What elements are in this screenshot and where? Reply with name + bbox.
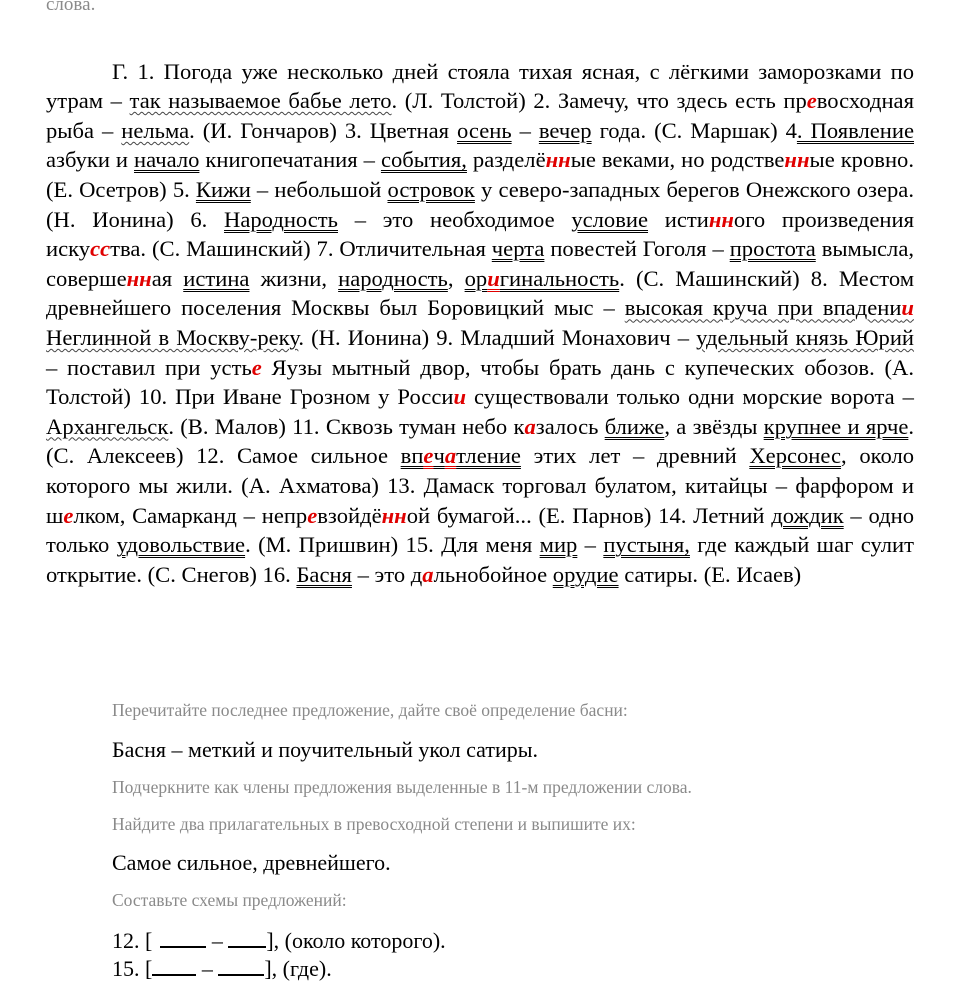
highlighted-letter: и xyxy=(453,384,467,410)
highlighted-letter: е xyxy=(251,354,262,380)
text-run: – это необходимое xyxy=(337,206,572,232)
highlighted-letter: е xyxy=(307,502,318,528)
exercise-paragraph xyxy=(46,57,914,590)
text-run: – xyxy=(511,117,539,143)
underlined-word: вечер xyxy=(538,117,592,143)
text-run: . (С. Машинский) 8. Местом древнейшего поселения Москвы был Боровицкий мыс – xyxy=(46,265,914,321)
underlined-word: удельный князь Юрий xyxy=(696,324,915,350)
question-underline-members: Подчеркните как члены предложения выделенные в 11-м предложении слова. xyxy=(112,777,692,797)
highlighted-letter: нн xyxy=(784,147,810,173)
text-run: взойдё xyxy=(317,502,382,528)
highlighted-letter: сс xyxy=(90,236,111,262)
text-run: азбуки и xyxy=(46,147,135,173)
text-run: – одно только xyxy=(46,502,915,558)
underlined-word: простота xyxy=(729,236,816,262)
underlined-word: Неглинной в Москву-реку xyxy=(46,324,299,350)
highlighted-letter: и xyxy=(901,295,914,321)
highlighted-letter: и xyxy=(487,265,500,291)
underlined-word: удовольствие xyxy=(116,532,246,558)
underlined-word: . Появление xyxy=(796,117,915,143)
text-run: разделё xyxy=(466,147,546,173)
text-run: Яузы мытный двор, чтобы брать дань с купеческих обозов. (А. Толстой) 10. При Иване Грозном у Росси xyxy=(46,354,914,410)
underlined-word: крупнее и ярче xyxy=(763,413,909,439)
text-run: сатиры. (Е. Исаев) xyxy=(618,561,802,587)
text-run: залось xyxy=(535,413,605,439)
text-run: ые кровно. (Е. Осетров) 5. xyxy=(46,147,914,202)
underlined-word: мир xyxy=(539,532,578,558)
text-run: . (Л. Толстой) 2. Замечу, что здесь есть пр xyxy=(391,88,807,114)
underlined-word: ближе xyxy=(604,413,665,439)
scheme-15-close: ], (где). xyxy=(264,956,332,981)
text-run: , а звёзды xyxy=(664,413,764,439)
scheme-15-open: 15. [ xyxy=(112,956,153,981)
underlined-word: истина xyxy=(183,265,250,291)
scheme-12-open: 12. [ xyxy=(112,928,153,953)
underlined-word: Басня xyxy=(296,561,352,587)
scheme-sentence-12 xyxy=(112,928,446,954)
scheme-15-dash: – xyxy=(196,956,219,981)
underlined-word: гинальность xyxy=(499,265,620,291)
underlined-word: Народность xyxy=(224,206,338,232)
text-run: ая xyxy=(151,265,184,291)
underlined-word: нельма xyxy=(121,117,190,143)
text-run: восходная рыба – xyxy=(46,88,914,143)
text-run: года. (С. Маршак) 4 xyxy=(591,117,797,143)
text-run: жизни, xyxy=(249,265,339,291)
question-schemes: Составьте схемы предложений: xyxy=(112,890,347,910)
highlighted-letter: нн xyxy=(381,502,407,528)
underlined-word: осень xyxy=(457,117,512,143)
underlined-word: Кижи xyxy=(195,176,251,202)
highlighted-letter: е xyxy=(806,88,817,114)
answer-basnya-definition: Басня – меткий и поучительный укол сатиры. xyxy=(112,737,539,762)
scheme-12-predicate-blank xyxy=(228,930,266,948)
highlighted-letter: нн xyxy=(545,147,571,173)
text-run: льнобойное xyxy=(433,561,553,587)
text-run: где каждый шаг сулит открытие. (С. Снегов) 16. xyxy=(46,532,914,587)
text-run: лком, Самарканд – непр xyxy=(73,502,308,528)
previous-text-fragment: слова. xyxy=(46,0,96,15)
underlined-word: Херсонес xyxy=(749,443,842,469)
question-basnya-definition: Перечитайте последнее предложение, дайте своё определение басни: xyxy=(112,700,628,720)
underlined-word: народность xyxy=(338,265,448,291)
text-run: – xyxy=(577,532,604,558)
underlined-word: орудие xyxy=(552,561,619,587)
highlighted-letter: а xyxy=(422,561,434,587)
text-run: , xyxy=(447,265,465,291)
highlighted-letter: а xyxy=(444,443,457,469)
text-run: этих лет – древний xyxy=(520,443,750,469)
text-run: . (М. Пришвин) 15. Для меня xyxy=(245,532,540,558)
underlined-word: пустыня, xyxy=(603,532,690,558)
underlined-word: так называемое бабье лето xyxy=(129,88,392,114)
highlighted-letter: а xyxy=(524,413,536,439)
answer-superlatives: Самое сильное, древнейшего. xyxy=(112,850,391,875)
underlined-word: тление xyxy=(456,443,521,469)
text-run: – небольшой xyxy=(250,176,388,202)
scheme-12-close: ], (около которого). xyxy=(266,928,446,953)
underlined-word: дождик xyxy=(771,502,844,528)
text-run: . (Н. Ионина) 9. Младший Монахович – xyxy=(298,324,697,350)
underlined-word: высокая круча при впадени xyxy=(624,295,902,321)
underlined-word: островок xyxy=(387,176,475,202)
highlighted-letter: е xyxy=(423,443,434,469)
text-run: существовали только одни морские ворота – xyxy=(466,384,914,410)
underlined-word: вп xyxy=(400,443,424,469)
scheme-15-subject-blank xyxy=(152,958,196,976)
underlined-word: ор xyxy=(464,265,488,291)
text-run: ого произведения иску xyxy=(46,206,914,262)
text-run: . (В. Малов) 11. Сквозь туман небо к xyxy=(168,413,525,439)
underlined-word: условие xyxy=(571,206,649,232)
question-superlatives: Найдите два прилагательных в превосходной степени и выпишите их: xyxy=(112,814,636,834)
text-run: ой бумагой... (Е. Парнов) 14. Летний xyxy=(406,502,772,528)
highlighted-letter: нн xyxy=(708,206,734,232)
underlined-word: начало xyxy=(134,147,200,173)
text-run: книгопечатания – xyxy=(199,147,381,173)
highlighted-letter: е xyxy=(63,502,74,528)
text-run: – это д xyxy=(351,561,423,587)
text-run: . (С. Алексеев) 12. Самое сильное xyxy=(46,413,915,469)
text-run: повестей Гоголя – xyxy=(544,236,730,262)
text-run: . (И. Гончаров) 3. Цветная xyxy=(189,117,458,143)
text-run: у северо-западных берегов Онежского озера. (Н. Ионина) 6. xyxy=(46,176,914,232)
text-run: – поставил при усть xyxy=(46,354,252,380)
scheme-12-dash: – xyxy=(206,928,229,953)
scheme-sentence-15 xyxy=(112,956,332,982)
text-run: тва. (С. Машинский) 7. Отличительная xyxy=(110,236,492,262)
text-run: исти xyxy=(648,206,709,232)
underlined-word: события, xyxy=(380,147,467,173)
text-run: вымысла, соверше xyxy=(46,236,914,291)
underlined-word: Архангельск xyxy=(46,413,169,439)
highlighted-letter: нн xyxy=(126,265,152,291)
text-run: Г. 1. Погода уже несколько дней стояла тихая ясная, с лёгкими заморозками по утрам – xyxy=(46,58,914,114)
text-run: , около которого мы жили. (А. Ахматова) 13. Дамаск торговал булатом, китайцы – фарфором и ш xyxy=(46,443,915,528)
scheme-12-subject-blank xyxy=(160,930,206,948)
scheme-15-predicate-blank xyxy=(218,958,264,976)
underlined-word: ч xyxy=(433,443,445,469)
underlined-word: черта xyxy=(491,236,545,262)
text-run: ые веками, но родстве xyxy=(570,147,785,173)
